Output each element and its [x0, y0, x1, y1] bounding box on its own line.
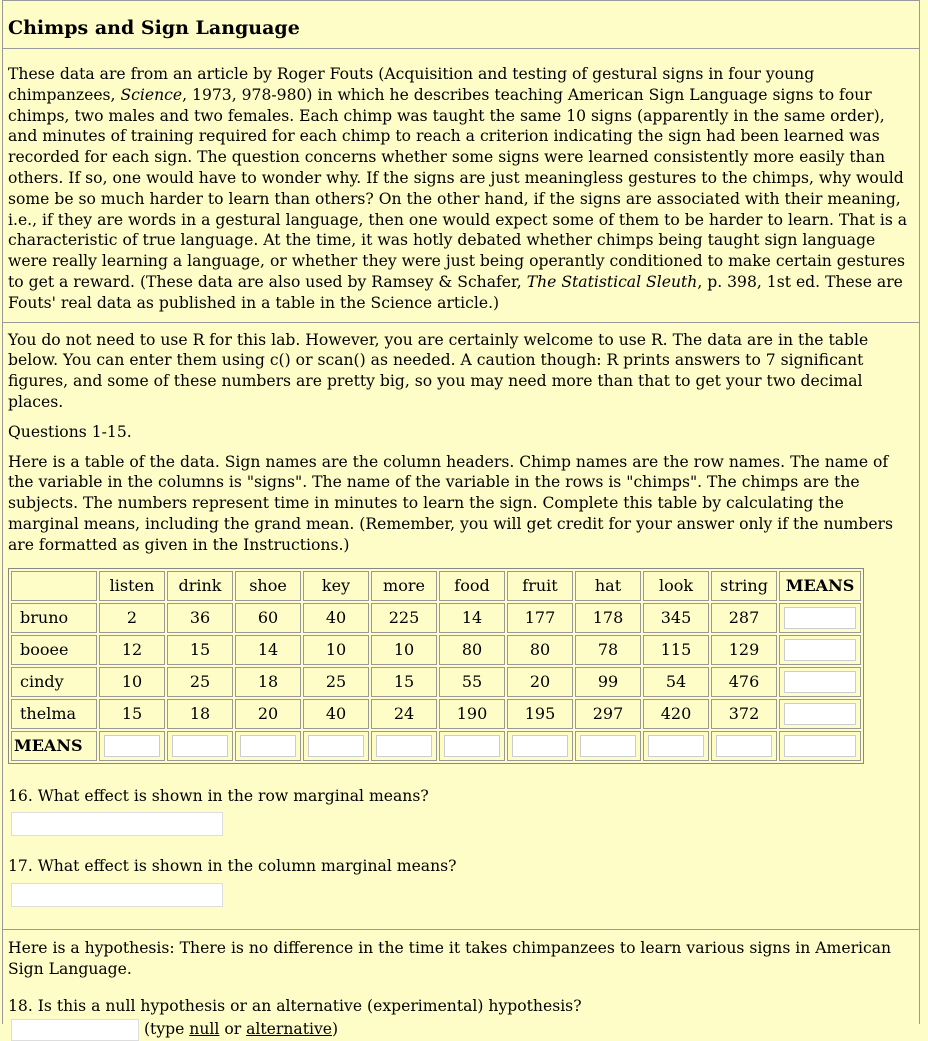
data-cell: 54	[643, 667, 709, 697]
q18-hint-mid: or	[219, 1019, 247, 1038]
col-header: look	[643, 571, 709, 601]
data-cell: 20	[507, 667, 573, 697]
q18-answer-input[interactable]	[11, 1019, 139, 1041]
row-header: bruno	[11, 603, 97, 633]
page-title: Chimps and Sign Language	[3, 1, 919, 49]
divider-2	[3, 929, 919, 930]
grand-mean-cell	[779, 731, 861, 761]
row-mean-cell	[779, 635, 861, 665]
col-header: shoe	[235, 571, 301, 601]
col-mean-input[interactable]	[240, 735, 296, 757]
corner-cell	[11, 571, 97, 601]
col-mean-input[interactable]	[512, 735, 568, 757]
q16-answer-input[interactable]	[11, 812, 223, 836]
data-cell: 15	[371, 667, 437, 697]
data-cell: 178	[575, 603, 641, 633]
row-mean-cell	[779, 699, 861, 729]
data-cell: 78	[575, 635, 641, 665]
intro-paragraph	[8, 64, 914, 314]
divider	[3, 322, 919, 323]
col-header: hat	[575, 571, 641, 601]
intro-text-b: , 1973, 978-980) in which he describes teaching American Sign Language signs to four chimps, two males and two females. Each chimp was taught the same 10 signs (apparently in the same order), and minutes of training required for each chimp to reach a criterion indicating the sign had been learned was recorded for each sign. The question concerns whether some signs were learned consistently more easily than others. If so, one would have to wonder why. If the signs are just meaningless gestures to the chimps, why would some be so much harder to learn than others? On the other hand, if the signs are associated with their meaning, i.e., if they are words in a gestural language, then one would expect some of them to be harder to learn. That is a characteristic of true language. At the time, it was hotly debated whether chimps being taught sign language were really learning a language, or whether they were just being operantly conditioned to make certain gestures to get a reward. (These data are also used by Ramsey & Schafer,	[8, 85, 908, 291]
col-mean-input[interactable]	[580, 735, 636, 757]
r-note: You do not need to use R for this lab. However, you are certainly welcome to use R. The data are in the table below. You can enter them using c() or scan() as needed. A caution though: R prints answers to 7 significant figures, and some of these numbers are pretty big, so you may need more than that to get your two decimal places.	[8, 330, 869, 411]
data-cell: 25	[303, 667, 369, 697]
data-cell: 2	[99, 603, 165, 633]
data-cell: 40	[303, 699, 369, 729]
col-mean-cell	[439, 731, 505, 761]
data-cell: 14	[439, 603, 505, 633]
data-cell: 195	[507, 699, 573, 729]
data-cell: 15	[99, 699, 165, 729]
col-header: drink	[167, 571, 233, 601]
data-cell: 55	[439, 667, 505, 697]
col-mean-cell	[235, 731, 301, 761]
col-mean-input[interactable]	[104, 735, 160, 757]
data-cell: 287	[711, 603, 777, 633]
data-cell: 18	[235, 667, 301, 697]
data-cell: 297	[575, 699, 641, 729]
intro-text-a: These data are from an article by Roger Fouts (Acquisition and testing of gestural signs in four young chimpanzees,	[8, 65, 815, 104]
col-mean-input[interactable]	[308, 735, 364, 757]
data-cell: 60	[235, 603, 301, 633]
col-mean-input[interactable]	[376, 735, 432, 757]
col-mean-input[interactable]	[716, 735, 772, 757]
question-17: 17. What effect is shown in the column marginal means?	[8, 857, 457, 876]
data-cell: 345	[643, 603, 709, 633]
data-cell: 129	[711, 635, 777, 665]
col-header: more	[371, 571, 437, 601]
row-mean-cell	[779, 603, 861, 633]
data-cell: 177	[507, 603, 573, 633]
data-cell: 40	[303, 603, 369, 633]
means-col-header: MEANS	[779, 571, 861, 601]
table-intro: Here is a table of the data. Sign names are the column headers. Chimp names are the row names. The name of the variable in the columns is "signs". The name of the variable in the rows is "chimps". The chimps are the subjects. The numbers represent time in minutes to learn the sign. Complete this table by calculating the marginal means, including the grand mean. (Remember, you will get credit for your answer only if the numbers are formatted as given in the Instructions.)	[8, 452, 893, 554]
row-mean-input[interactable]	[784, 671, 856, 693]
row-mean-cell	[779, 667, 861, 697]
col-header: food	[439, 571, 505, 601]
grand-mean-input[interactable]	[784, 735, 856, 757]
q18-answer-row	[8, 1019, 914, 1041]
col-mean-cell	[711, 731, 777, 761]
col-mean-input[interactable]	[172, 735, 228, 757]
data-cell: 10	[303, 635, 369, 665]
data-cell: 14	[235, 635, 301, 665]
col-mean-cell	[575, 731, 641, 761]
row-header: cindy	[11, 667, 97, 697]
q18-hint-alternative: alternative	[246, 1019, 332, 1038]
question-16: 16. What effect is shown in the row marginal means?	[8, 786, 429, 805]
intro-journal: Science	[120, 85, 183, 104]
data-cell: 80	[507, 635, 573, 665]
data-table	[8, 568, 864, 764]
row-mean-input[interactable]	[784, 703, 856, 725]
data-cell: 10	[99, 667, 165, 697]
row-header: booee	[11, 635, 97, 665]
col-mean-cell	[99, 731, 165, 761]
q18-hint-null: null	[189, 1019, 220, 1038]
page	[2, 0, 920, 1038]
col-mean-cell	[507, 731, 573, 761]
data-cell: 420	[643, 699, 709, 729]
col-mean-cell	[643, 731, 709, 761]
row-mean-input[interactable]	[784, 639, 856, 661]
col-header: fruit	[507, 571, 573, 601]
intro-book: The Statistical Sleuth	[526, 272, 698, 291]
data-cell: 190	[439, 699, 505, 729]
data-cell: 80	[439, 635, 505, 665]
questions-range: Questions 1-15.	[8, 422, 132, 441]
row-header: thelma	[11, 699, 97, 729]
col-mean-cell	[371, 731, 437, 761]
col-header: string	[711, 571, 777, 601]
q18-hint-post: )	[332, 1019, 339, 1038]
data-cell: 12	[99, 635, 165, 665]
means-row	[11, 731, 861, 761]
data-cell: 372	[711, 699, 777, 729]
q17-answer-input[interactable]	[11, 883, 223, 907]
data-cell: 24	[371, 699, 437, 729]
question-18: 18. Is this a null hypothesis or an alternative (experimental) hypothesis?	[8, 996, 582, 1015]
q18-hint-pre: (type	[143, 1019, 190, 1038]
col-mean-cell	[303, 731, 369, 761]
data-cell: 36	[167, 603, 233, 633]
intro-text-c: , p. 398, 1st ed. These are Fouts' real data as published in a table in the Science article.)	[8, 272, 903, 312]
table-row	[11, 667, 861, 697]
data-cell: 15	[167, 635, 233, 665]
col-mean-input[interactable]	[648, 735, 704, 757]
col-mean-cell	[167, 731, 233, 761]
table-row	[11, 603, 861, 633]
data-cell: 476	[711, 667, 777, 697]
table-row	[11, 635, 861, 665]
hypothesis-text: Here is a hypothesis: There is no difference in the time it takes chimpanzees to learn various signs in American Sign Language.	[8, 939, 892, 978]
data-cell: 99	[575, 667, 641, 697]
col-header: key	[303, 571, 369, 601]
data-cell: 18	[167, 699, 233, 729]
row-mean-input[interactable]	[784, 607, 856, 629]
data-cell: 10	[371, 635, 437, 665]
table-row	[11, 699, 861, 729]
data-cell: 25	[167, 667, 233, 697]
data-cell: 20	[235, 699, 301, 729]
data-cell: 225	[371, 603, 437, 633]
data-cell: 115	[643, 635, 709, 665]
col-mean-input[interactable]	[444, 735, 500, 757]
col-header: listen	[99, 571, 165, 601]
table-header-row	[11, 571, 861, 601]
means-row-label: MEANS	[11, 731, 97, 761]
